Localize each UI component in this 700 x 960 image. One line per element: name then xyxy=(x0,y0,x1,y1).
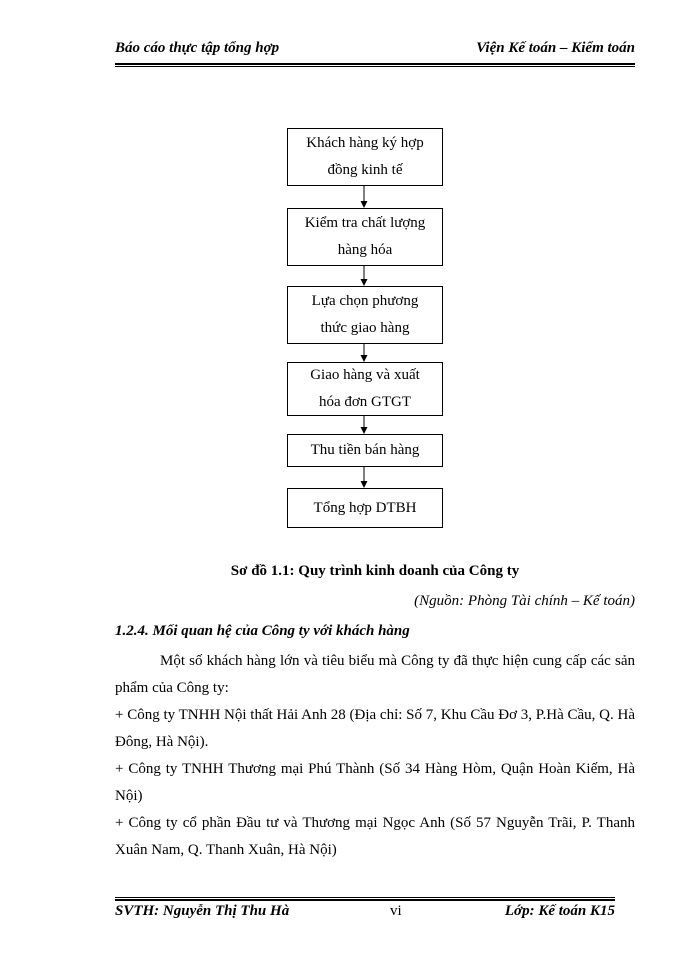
flow-step-4 xyxy=(287,362,443,416)
flow-step-5-label: Thu tiền bán hàng xyxy=(310,442,420,458)
flow-arrow-2 xyxy=(359,266,369,286)
section-body xyxy=(115,648,635,864)
flow-step-3 xyxy=(287,286,443,344)
flow-arrow-4 xyxy=(359,416,369,434)
flow-step-2 xyxy=(287,208,443,266)
flow-step-4-line1: Giao hàng và xuất xyxy=(310,367,420,383)
flow-step-4-line2: hóa đơn GTGT xyxy=(318,394,412,410)
flow-step-1-line2: đồng kinh tế xyxy=(327,162,403,178)
flow-arrow-5 xyxy=(359,467,369,488)
figure-source: (Nguồn: Phòng Tài chính – Kế toán) xyxy=(414,593,635,609)
footer-class: Lớp: Kế toán K15 xyxy=(504,903,615,919)
flow-step-6-label: Tổng hợp DTBH xyxy=(313,499,417,516)
flow-step-3-line1: Lựa chọn phương xyxy=(311,293,419,309)
page-footer xyxy=(115,903,615,927)
page-number: vi xyxy=(390,903,402,919)
header-report-title: Báo cáo thực tập tổng hợp xyxy=(115,40,280,56)
flow-step-2-line2: hàng hóa xyxy=(337,242,393,258)
flow-arrow-3 xyxy=(359,344,369,362)
flow-step-5 xyxy=(287,434,443,467)
figure-caption: Sơ đồ 1.1: Quy trình kinh doanh của Công ty xyxy=(230,563,520,579)
flow-arrow-1 xyxy=(359,186,369,208)
section-heading: 1.2.4. Mối quan hệ của Công ty với khách hàng xyxy=(115,623,410,639)
paragraph-customer-2: + Công ty TNHH Thương mại Phú Thành (Số 34 Hàng Hòm, Quận Hoàn Kiếm, Hà Nội) xyxy=(115,761,635,804)
flow-step-6 xyxy=(287,488,443,528)
flow-step-1 xyxy=(287,128,443,186)
paragraph-intro: Một số khách hàng lớn và tiêu biểu mà Công ty đã thực hiện cung cấp các sản phẩm của Công ty: xyxy=(115,653,635,696)
header-divider xyxy=(115,63,635,67)
header-institute: Viện Kế toán – Kiểm toán xyxy=(476,40,635,56)
flow-step-1-line1: Khách hàng ký hợp xyxy=(306,135,424,151)
footer-student: SVTH: Nguyễn Thị Thu Hà xyxy=(115,903,290,919)
flow-step-3-line2: thức giao hàng xyxy=(320,320,410,336)
paragraph-customer-1: + Công ty TNHH Nội thất Hải Anh 28 (Địa chỉ: Số 7, Khu Cầu Đơ 3, P.Hà Cầu, Q. Hà Đông, Hà Nội). xyxy=(115,707,635,750)
footer-divider xyxy=(115,897,615,901)
paragraph-customer-3: + Công ty cổ phần Đầu tư và Thương mại Ngọc Anh (Số 57 Nguyễn Trãi, P. Thanh Xuân Nam, Q. Thanh Xuân, Hà Nội) xyxy=(115,815,635,858)
flow-step-2-line1: Kiểm tra chất lượng xyxy=(304,215,426,231)
